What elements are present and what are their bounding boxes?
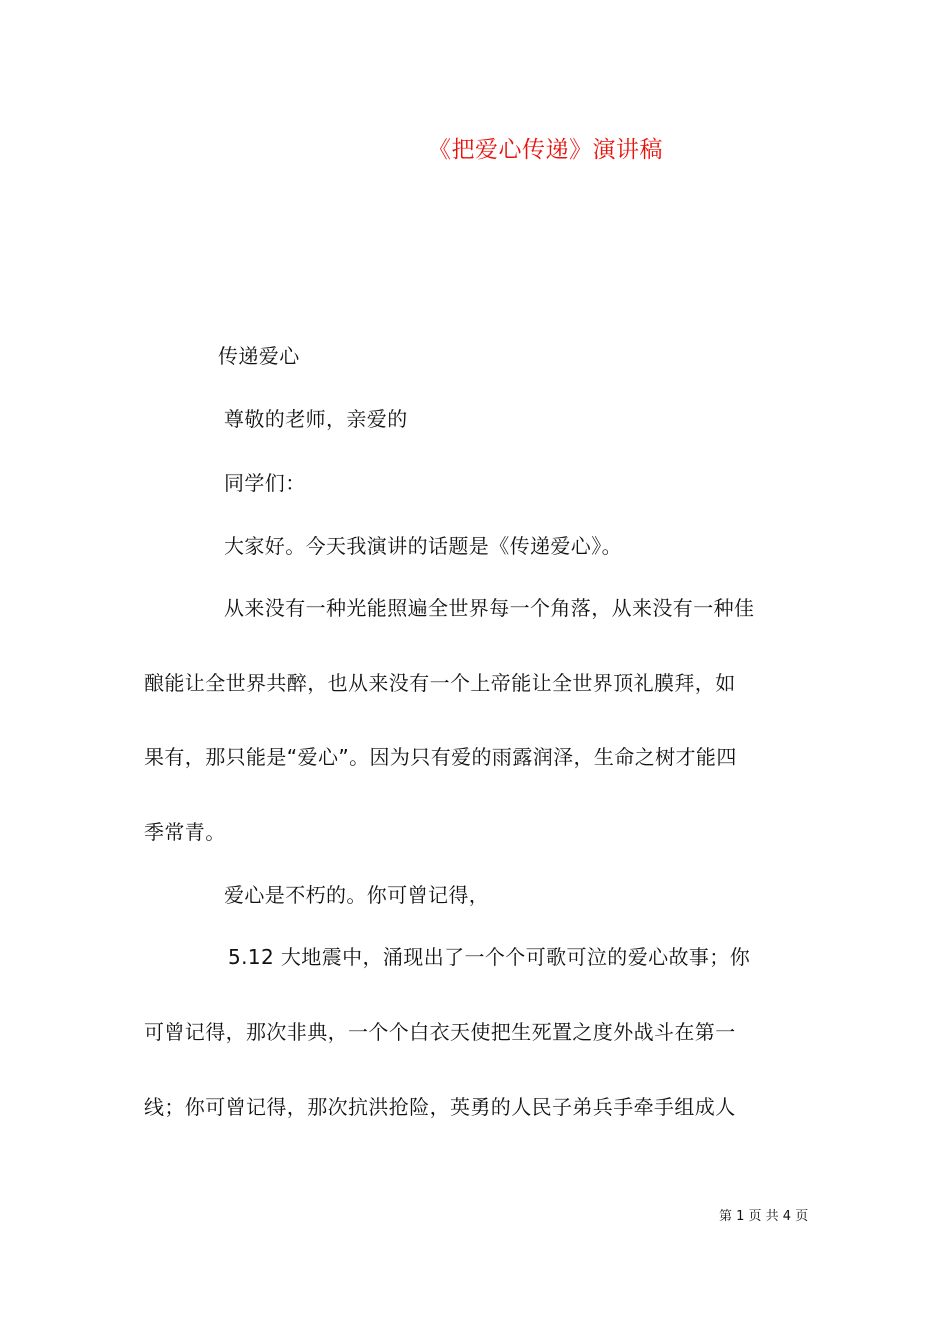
text-line-subtitle: 传递爱心: [218, 344, 300, 368]
text-line-paragraph-1-2: 酿能让全世界共醉，也从来没有一个上帝能让全世界顶礼膜拜，如: [144, 671, 736, 695]
text-line-salutation-2: 同学们：: [224, 471, 306, 495]
text-line-paragraph-3-2: 可曾记得，那次非典，一个个白衣天使把生死置之度外战斗在第一: [144, 1020, 736, 1044]
text-line-paragraph-1-4: 季常青。: [144, 820, 226, 844]
text-line-paragraph-1-1: 从来没有一种光能照遍全世界每一个角落，从来没有一种佳: [224, 596, 755, 620]
text-line-salutation-1: 尊敬的老师，亲爱的: [224, 407, 408, 431]
document-title: 《把爱心传递》演讲稿: [428, 137, 663, 163]
text-line-paragraph-3-1: 5.12 大地震中，涌现出了一个个可歌可泣的爱心故事；你: [228, 945, 751, 969]
page-number-footer: 第 1 页 共 4 页: [719, 1209, 809, 1224]
text-line-paragraph-3-3: 线；你可曾记得，那次抗洪抢险，英勇的人民子弟兵手牵手组成人: [144, 1095, 736, 1119]
text-line-greeting: 大家好。今天我演讲的话题是《传递爱心》。: [224, 534, 622, 558]
text-line-paragraph-1-3: 果有，那只能是“爱心”。因为只有爱的雨露润泽，生命之树才能四: [144, 745, 737, 769]
text-line-paragraph-2-1: 爱心是不朽的。你可曾记得，: [224, 883, 490, 907]
